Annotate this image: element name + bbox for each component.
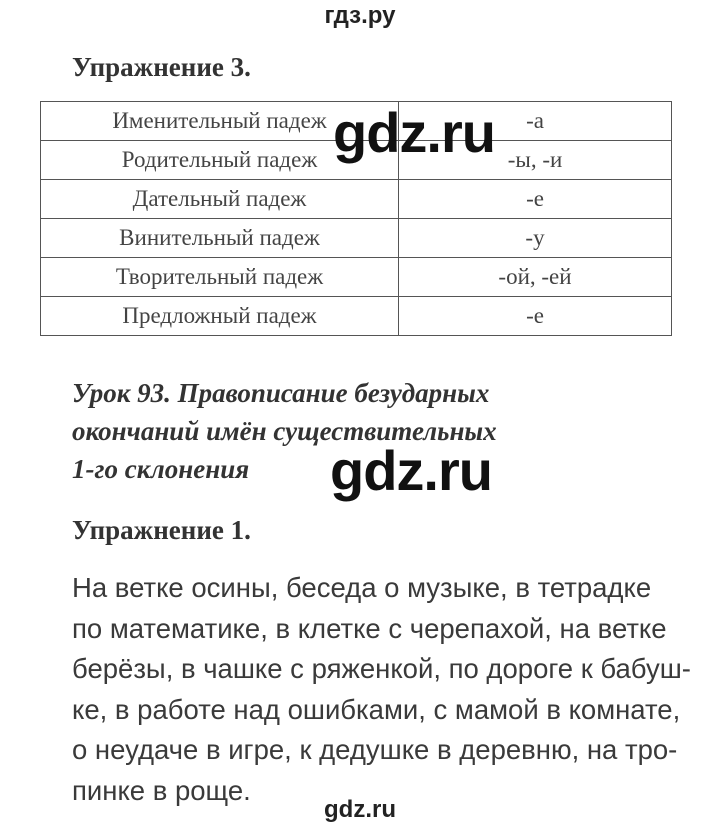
case-name-cell: Предложный падеж: [41, 297, 399, 336]
text-line: о неудаче в игре, к дедушке в деревню, на тро-: [72, 734, 678, 765]
ending-cell: -у: [399, 219, 672, 258]
table-row: [41, 219, 672, 258]
site-label-bottom: gdz.ru: [324, 796, 396, 823]
case-name-cell: Родительный падеж: [41, 141, 399, 180]
text-line: ке, в работе над ошибками, с мамой в комнате,: [72, 693, 681, 725]
watermark: gdz.ru: [333, 101, 495, 164]
text-line: берёзы, в чашке с ряженкой, по дороге к бабуш-: [72, 653, 691, 684]
case-name-cell: Дательный падеж: [41, 180, 399, 219]
exercise-1-heading: Упражнение 1.: [72, 515, 251, 545]
ending-cell: -ы, -и: [399, 141, 672, 180]
ending-cell: -е: [399, 297, 672, 336]
exercise-1-text: [72, 568, 691, 811]
ending-cell: -ой, -ей: [399, 258, 672, 297]
case-name-cell: Винительный падеж: [41, 219, 399, 258]
watermark: gdz.ru: [330, 439, 492, 502]
text-line: по математике, в клетке с черепахой, на ветке: [72, 612, 667, 644]
text-line: На ветке осины, беседа о музыке, в тетрадке: [72, 572, 652, 603]
lesson-title-line: Урок 93. Правописание безударных: [72, 378, 490, 408]
site-label-top: гдз.ру: [324, 2, 396, 29]
table-row: [41, 258, 672, 297]
lesson-title-line: 1-го склонения: [72, 454, 250, 484]
case-name-cell: Именительный падеж: [41, 102, 399, 141]
text-line: пинке в роще.: [72, 774, 251, 806]
lesson-title-line: окончаний имён существительных: [72, 416, 497, 446]
ending-cell: -а: [399, 102, 672, 141]
exercise-3-heading: Упражнение 3.: [72, 52, 251, 82]
ending-cell: -е: [399, 180, 672, 219]
table-row: [41, 180, 672, 219]
table-row: [41, 297, 672, 336]
case-name-cell: Творительный падеж: [41, 258, 399, 297]
